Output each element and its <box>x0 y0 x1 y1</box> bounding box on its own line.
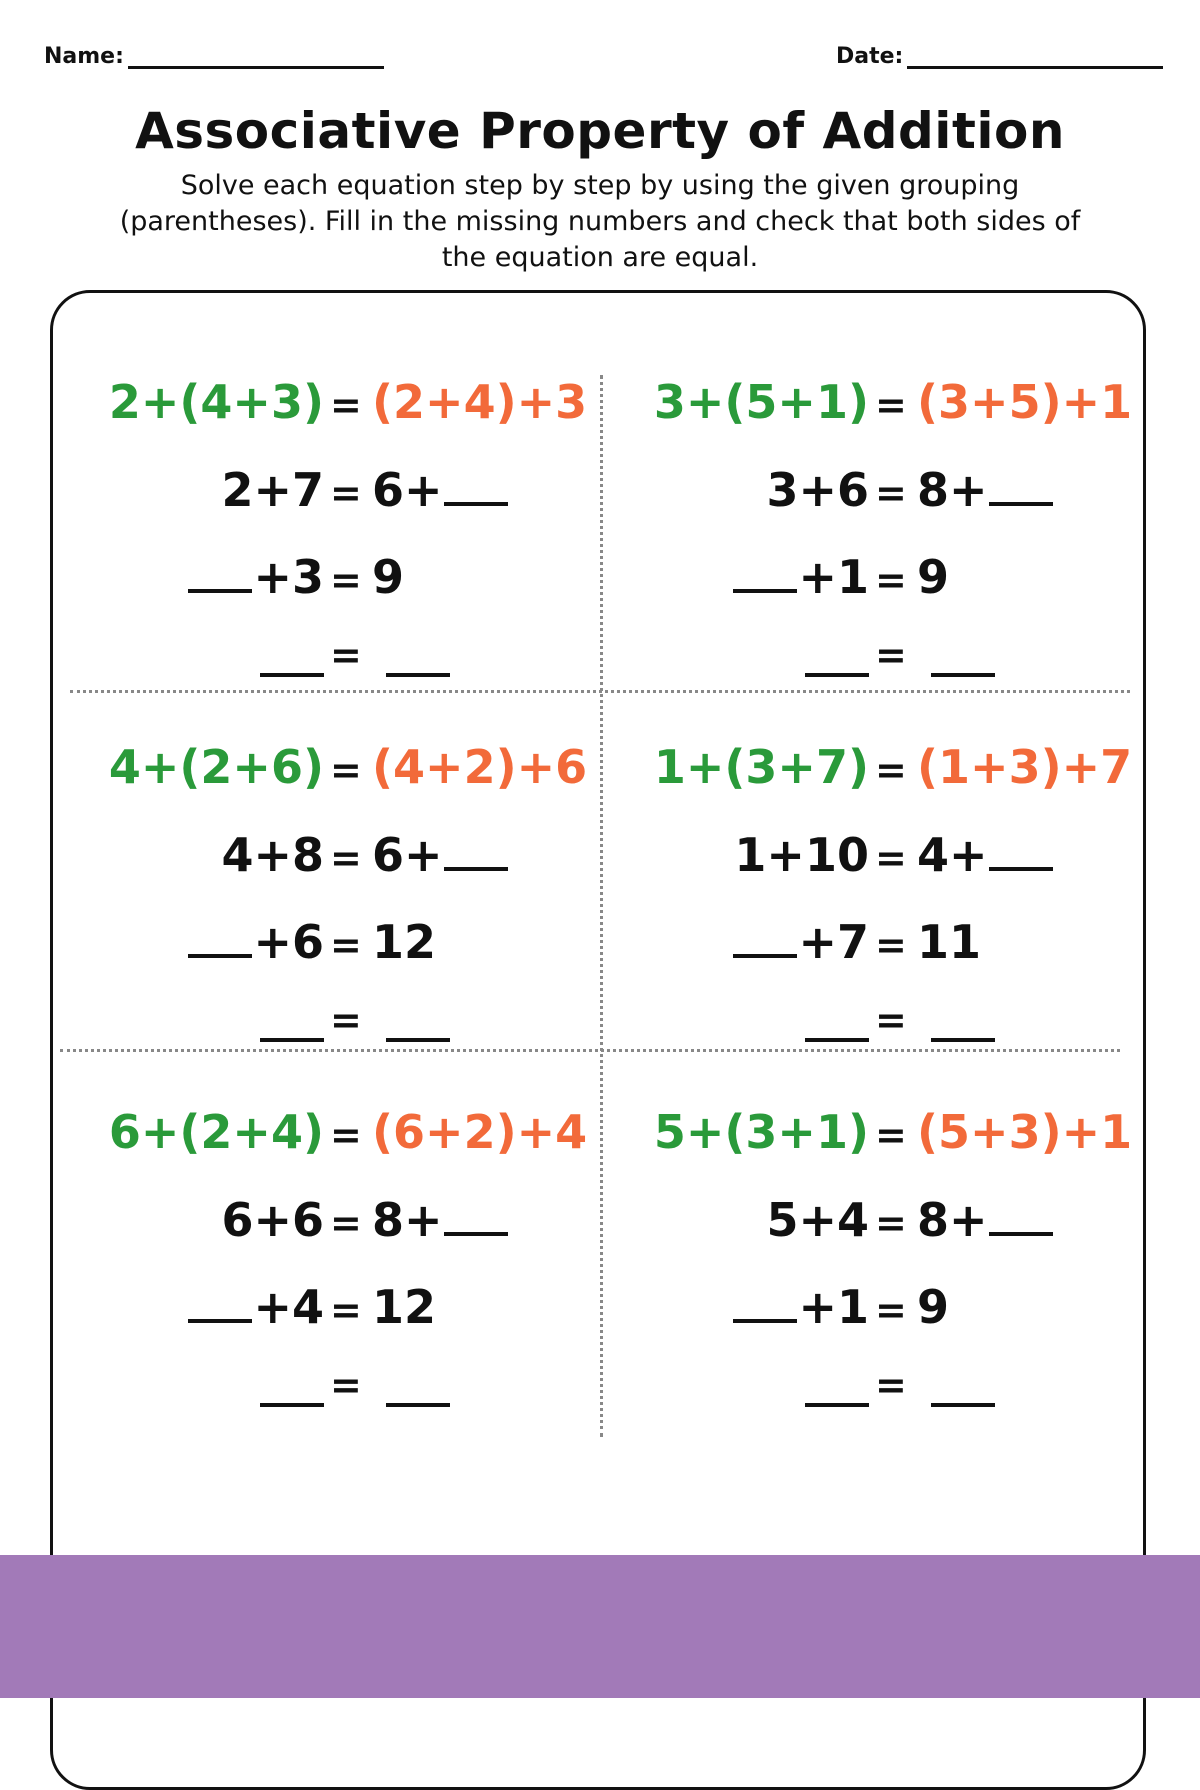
step-two-equation <box>625 915 1145 975</box>
step-one-right <box>917 828 1054 882</box>
equals-sign: = <box>330 748 362 792</box>
step-two-right: 9 <box>917 1280 950 1334</box>
answer-blank[interactable] <box>188 950 252 958</box>
equals-sign: = <box>330 836 362 880</box>
name-field[interactable] <box>44 44 384 69</box>
equals-sign: = <box>875 748 907 792</box>
step-two-left <box>732 915 869 969</box>
step-one-left: 2+7 <box>221 463 324 517</box>
step-one-left: 3+6 <box>766 463 869 517</box>
step-one-right <box>372 828 509 882</box>
step-two-left-text: +3 <box>253 550 324 604</box>
step-one-equation <box>80 463 600 523</box>
step-two-left-text: +1 <box>798 1280 869 1334</box>
step-two-right: 12 <box>372 1280 437 1334</box>
answer-blank[interactable] <box>386 1403 450 1407</box>
answer-blank[interactable] <box>931 1403 995 1407</box>
equals-sign: = <box>875 383 907 427</box>
date-blank-line[interactable] <box>907 44 1163 69</box>
step-one-left: 1+10 <box>734 828 869 882</box>
step-one-right-text: 8+ <box>917 1193 988 1247</box>
right-grouping: (3+5)+1 <box>917 375 1133 429</box>
date-field[interactable] <box>836 44 1163 69</box>
footer-band <box>0 1555 1200 1698</box>
equals-sign: = <box>875 923 907 967</box>
problem-block <box>80 740 600 1070</box>
final-check-equation <box>80 625 600 685</box>
step-two-equation <box>80 550 600 610</box>
equals-sign: = <box>330 998 362 1042</box>
step-two-right: 9 <box>372 550 405 604</box>
name-blank-line[interactable] <box>128 44 384 69</box>
right-grouping: (6+2)+4 <box>372 1105 588 1159</box>
step-one-left: 6+6 <box>221 1193 324 1247</box>
answer-blank[interactable] <box>805 1038 869 1042</box>
equals-sign: = <box>330 1288 362 1332</box>
step-two-equation <box>80 915 600 975</box>
equals-sign: = <box>875 1288 907 1332</box>
final-check-equation <box>80 990 600 1050</box>
grouping-equation <box>625 375 1145 435</box>
step-two-left-text: +6 <box>253 915 324 969</box>
step-one-right <box>372 1193 509 1247</box>
step-two-left-text: +7 <box>798 915 869 969</box>
step-one-right <box>372 463 509 517</box>
final-check-equation <box>625 1355 1145 1415</box>
left-grouping: 5+(3+1) <box>653 1105 869 1159</box>
answer-blank[interactable] <box>444 498 508 506</box>
step-two-right: 9 <box>917 550 950 604</box>
answer-blank[interactable] <box>260 673 324 677</box>
left-grouping: 6+(2+4) <box>108 1105 324 1159</box>
step-two-equation <box>80 1280 600 1340</box>
grouping-equation <box>80 740 600 800</box>
date-label: Date: <box>836 44 904 69</box>
equals-sign: = <box>875 1201 907 1245</box>
grouping-equation <box>625 740 1145 800</box>
answer-blank[interactable] <box>931 673 995 677</box>
equals-sign: = <box>875 1113 907 1157</box>
equals-sign: = <box>875 471 907 515</box>
answer-blank[interactable] <box>805 673 869 677</box>
step-two-right: 12 <box>372 915 437 969</box>
step-two-left-text: +1 <box>798 550 869 604</box>
problem-block <box>625 740 1145 1070</box>
step-two-left-text: +4 <box>253 1280 324 1334</box>
step-two-equation <box>625 550 1145 610</box>
right-grouping: (4+2)+6 <box>372 740 588 794</box>
step-one-equation <box>80 828 600 888</box>
equals-sign: = <box>875 633 907 677</box>
vertical-divider <box>600 375 603 1437</box>
step-one-left: 4+8 <box>221 828 324 882</box>
right-grouping: (2+4)+3 <box>372 375 588 429</box>
answer-blank[interactable] <box>733 1315 797 1323</box>
step-two-left <box>732 550 869 604</box>
step-one-equation <box>625 828 1145 888</box>
step-one-right-text: 8+ <box>917 463 988 517</box>
equals-sign: = <box>875 836 907 880</box>
equals-sign: = <box>330 633 362 677</box>
step-one-equation <box>625 1193 1145 1253</box>
problem-block <box>80 375 600 705</box>
step-two-left <box>187 550 324 604</box>
equals-sign: = <box>330 383 362 427</box>
answer-blank[interactable] <box>444 1228 508 1236</box>
answer-blank[interactable] <box>989 863 1053 871</box>
answer-blank[interactable] <box>931 1038 995 1042</box>
answer-blank[interactable] <box>188 1315 252 1323</box>
answer-blank[interactable] <box>805 1403 869 1407</box>
answer-blank[interactable] <box>386 1038 450 1042</box>
step-one-equation <box>80 1193 600 1253</box>
final-check-equation <box>625 990 1145 1050</box>
answer-blank[interactable] <box>733 950 797 958</box>
answer-blank[interactable] <box>260 1403 324 1407</box>
right-grouping: (5+3)+1 <box>917 1105 1133 1159</box>
grouping-equation <box>625 1105 1145 1165</box>
equals-sign: = <box>330 1201 362 1245</box>
right-grouping: (1+3)+7 <box>917 740 1133 794</box>
answer-blank[interactable] <box>733 585 797 593</box>
left-grouping: 3+(5+1) <box>653 375 869 429</box>
equals-sign: = <box>330 923 362 967</box>
answer-blank[interactable] <box>386 673 450 677</box>
step-two-right: 11 <box>917 915 982 969</box>
grouping-equation <box>80 375 600 435</box>
worksheet-title: Associative Property of Addition <box>135 102 1065 160</box>
answer-blank[interactable] <box>989 1228 1053 1236</box>
step-one-right-text: 6+ <box>372 463 443 517</box>
step-one-right <box>917 1193 1054 1247</box>
step-one-right <box>917 463 1054 517</box>
left-grouping: 1+(3+7) <box>653 740 869 794</box>
name-label: Name: <box>44 44 124 69</box>
equals-sign: = <box>330 1363 362 1407</box>
step-two-left <box>187 1280 324 1334</box>
answer-blank[interactable] <box>260 1038 324 1042</box>
answer-blank[interactable] <box>188 585 252 593</box>
equals-sign: = <box>330 558 362 602</box>
step-one-right-text: 6+ <box>372 828 443 882</box>
equals-sign: = <box>875 558 907 602</box>
step-one-right-text: 4+ <box>917 828 988 882</box>
step-two-left <box>732 1280 869 1334</box>
answer-blank[interactable] <box>444 863 508 871</box>
problem-block <box>625 1105 1145 1435</box>
equals-sign: = <box>875 1363 907 1407</box>
worksheet-instructions: Solve each equation step by step by using the given grouping (parentheses). Fill in the missing numbers and check that both sides of the equation are equal. <box>119 170 1081 273</box>
problem-block <box>625 375 1145 705</box>
step-two-equation <box>625 1280 1145 1340</box>
problem-block <box>80 1105 600 1435</box>
final-check-equation <box>625 625 1145 685</box>
step-one-right-text: 8+ <box>372 1193 443 1247</box>
left-grouping: 4+(2+6) <box>108 740 324 794</box>
grouping-equation <box>80 1105 600 1165</box>
left-grouping: 2+(4+3) <box>108 375 324 429</box>
step-two-left <box>187 915 324 969</box>
equals-sign: = <box>875 998 907 1042</box>
equals-sign: = <box>330 471 362 515</box>
step-one-equation <box>625 463 1145 523</box>
step-one-left: 5+4 <box>766 1193 869 1247</box>
equals-sign: = <box>330 1113 362 1157</box>
answer-blank[interactable] <box>989 498 1053 506</box>
final-check-equation <box>80 1355 600 1415</box>
